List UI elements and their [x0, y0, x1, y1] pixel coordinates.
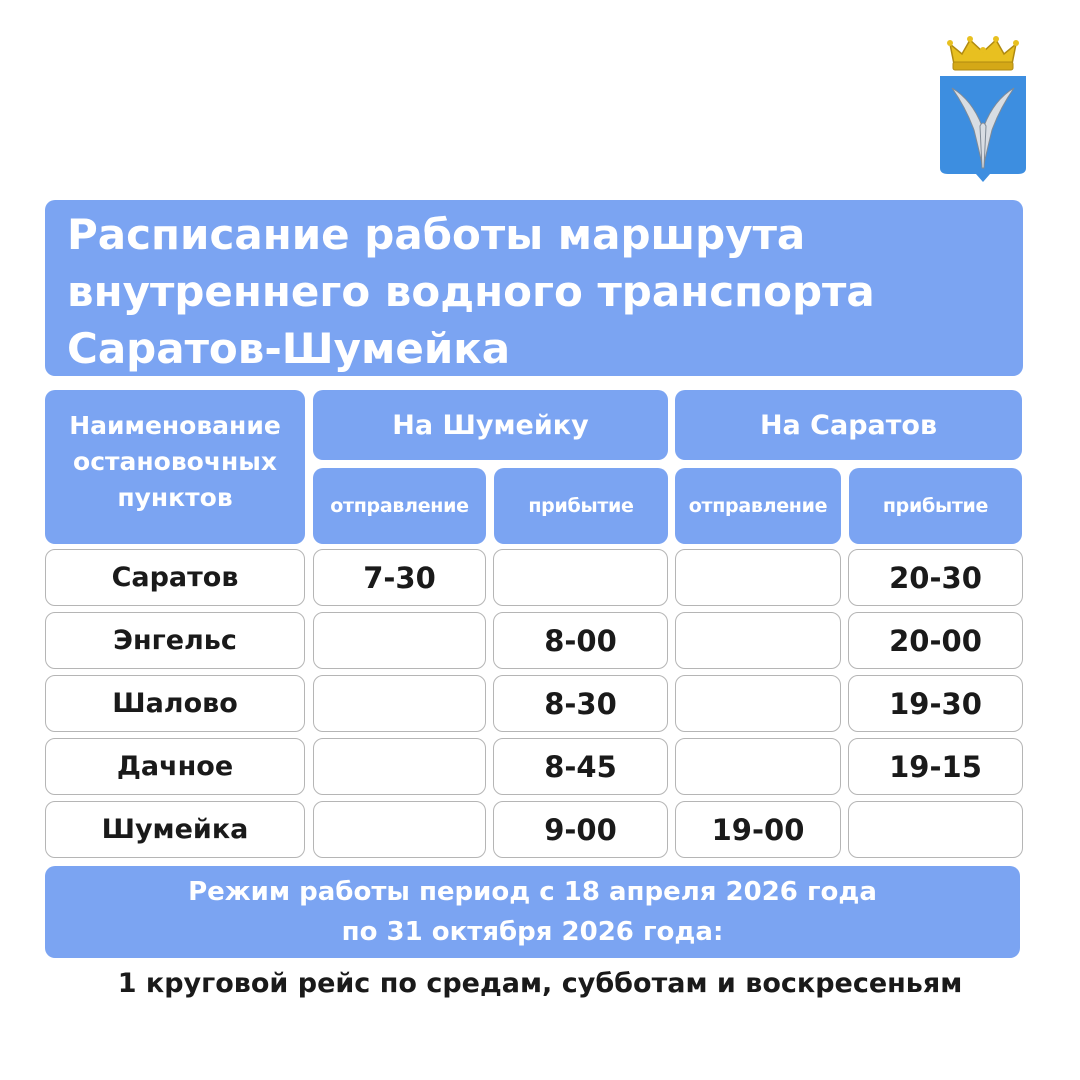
arrival-time-cell: 8-45 [493, 738, 668, 795]
arrival-time-cell: 20-00 [848, 612, 1023, 669]
arrival-time-cell: 19-15 [848, 738, 1023, 795]
arrival-time-cell: 9-00 [493, 801, 668, 858]
stop-name-cell: Шалово [45, 675, 305, 732]
title-line-1: Расписание работы маршрута [67, 210, 806, 259]
stop-name-cell: Шумейка [45, 801, 305, 858]
arrival-time-cell: 8-30 [493, 675, 668, 732]
departure-time-cell: 7-30 [313, 549, 486, 606]
departure-time-cell [313, 738, 486, 795]
subheader-arrival: прибытие [494, 468, 668, 544]
departure-time-cell: 19-00 [675, 801, 841, 858]
title-line-3: Саратов-Шумейка [67, 324, 511, 373]
departure-time-cell [675, 675, 841, 732]
subheader-departure: отправление [675, 468, 841, 544]
stops-column-header: Наименование остановочных пунктов [45, 390, 305, 544]
stop-name-cell: Саратов [45, 549, 305, 606]
subheader-arrival: прибытие [849, 468, 1022, 544]
direction-header-saratov: На Саратов [675, 390, 1022, 460]
subheader-departure: отправление [313, 468, 486, 544]
period-banner [45, 866, 1020, 958]
arrival-time-cell: 20-30 [848, 549, 1023, 606]
departure-time-cell [675, 612, 841, 669]
departure-time-cell [313, 612, 486, 669]
arrival-time-cell: 8-00 [493, 612, 668, 669]
arrival-time-cell: 19-30 [848, 675, 1023, 732]
stop-name-cell: Энгельс [45, 612, 305, 669]
arrival-time-cell [848, 801, 1023, 858]
departure-time-cell [313, 675, 486, 732]
crown-icon [947, 36, 1019, 70]
period-line-1: Режим работы период с 18 апреля 2026 года [188, 877, 877, 907]
coat-of-arms-icon [938, 36, 1028, 182]
title-banner [45, 200, 1023, 376]
departure-time-cell [313, 801, 486, 858]
stop-name-cell: Дачное [45, 738, 305, 795]
title-line-2: внутреннего водного транспорта [67, 267, 875, 316]
trip-note: 1 круговой рейс по средам, субботам и воскресеньям [117, 968, 963, 999]
departure-time-cell [675, 549, 841, 606]
period-line-2: по 31 октября 2026 года: [341, 917, 724, 947]
direction-header-shumeyka: На Шумейку [313, 390, 668, 460]
arrival-time-cell [493, 549, 668, 606]
departure-time-cell [675, 738, 841, 795]
